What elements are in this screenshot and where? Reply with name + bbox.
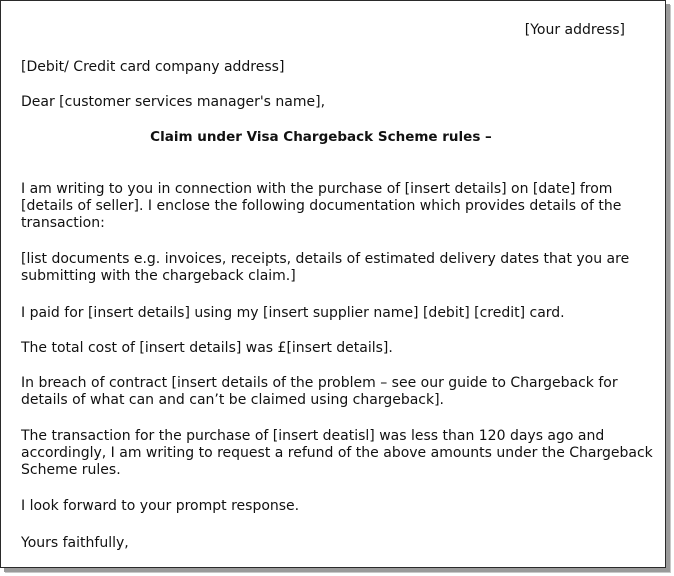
paragraph-line: transaction: (21, 215, 105, 231)
closing: Yours faithfully, (21, 535, 129, 551)
recipient-address: [Debit/ Credit card company address] (21, 59, 285, 75)
paragraph-line: The transaction for the purchase of [insert deatisl] was less than 120 days ago and (21, 428, 605, 444)
paragraph-line: In breach of contract [insert details of the problem – see our guide to Chargeback for (21, 375, 618, 391)
paragraph-breach (21, 375, 621, 409)
paragraph-line: I am writing to you in connection with the purchase of [insert details] on [date] from (21, 181, 613, 197)
paragraph-line: accordingly, I am writing to request a refund of the above amounts under the Chargeback (21, 445, 653, 461)
paragraph-line: details of what can and can’t be claimed using chargeback]. (21, 392, 445, 408)
paragraph-line: [details of seller]. I enclose the following documentation which provides details of the (21, 198, 622, 214)
letter-subject: Claim under Visa Chargeback Scheme rules – (150, 129, 492, 145)
paragraph-line: Scheme rules. (21, 462, 121, 478)
paragraph-line: submitting with the chargeback claim.] (21, 268, 296, 284)
paragraph-payment: I paid for [insert details] using my [insert supplier name] [debit] [credit] card. (21, 305, 565, 321)
paragraph-line: [list documents e.g. invoices, receipts, details of estimated delivery dates that you are (21, 251, 630, 267)
paragraph-documents (21, 251, 630, 285)
paragraph-refund-request (21, 428, 653, 479)
sender-address: [Your address] (524, 22, 625, 38)
salutation: Dear [customer services manager's name], (21, 94, 326, 110)
paragraph-purchase-details (21, 181, 621, 232)
paragraph-response: I look forward to your prompt response. (21, 498, 300, 514)
paragraph-total-cost: The total cost of [insert details] was £[insert details]. (21, 340, 393, 356)
